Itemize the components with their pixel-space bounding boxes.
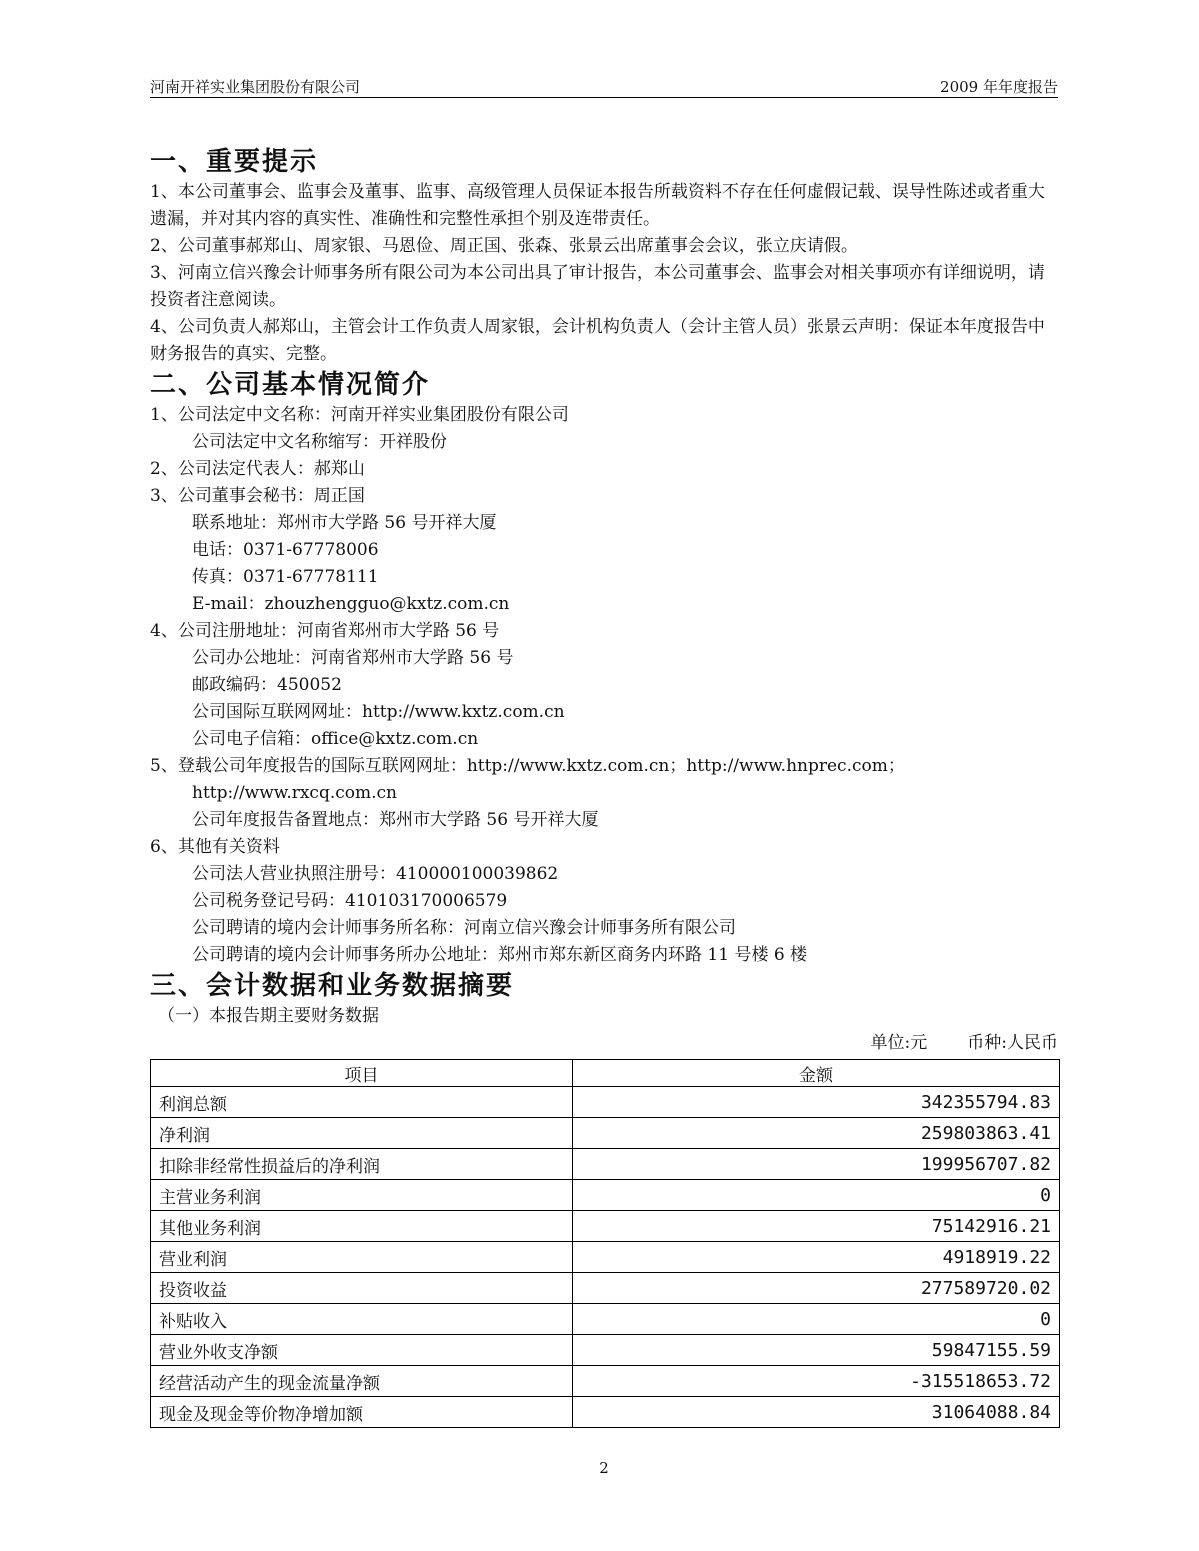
row-value: 342355794.83 bbox=[573, 1087, 1060, 1118]
currency-label: 币种:人民币 bbox=[967, 1033, 1058, 1053]
row-label: 营业外收支净额 bbox=[151, 1335, 573, 1366]
row-label: 经营活动产生的现金流量净额 bbox=[151, 1366, 573, 1397]
row-value: -315518653.72 bbox=[573, 1366, 1060, 1397]
running-header bbox=[150, 76, 1058, 98]
header-amount: 金额 bbox=[573, 1060, 1060, 1087]
table-row bbox=[151, 1397, 1060, 1428]
row-label: 利润总额 bbox=[151, 1087, 573, 1118]
other-info: 6、其他有关资料 bbox=[150, 837, 280, 857]
table-row bbox=[151, 1273, 1060, 1304]
table-row bbox=[151, 1118, 1060, 1149]
registered-address: 4、公司注册地址：河南省郑州市大学路 56 号 bbox=[150, 621, 500, 641]
office-address: 公司办公地址：河南省郑州市大学路 56 号 bbox=[192, 648, 514, 668]
table-row bbox=[151, 1366, 1060, 1397]
financial-data-table bbox=[150, 1059, 1060, 1428]
legal-representative: 2、公司法定代表人：郝郑山 bbox=[150, 459, 365, 479]
email: E-mail：zhouzhengguo@kxtz.com.cn bbox=[192, 594, 510, 614]
notice-item-1: 1、本公司董事会、监事会及董事、监事、高级管理人员保证本报告所载资料不存在任何虚假记载、误导性陈述或者重大遗漏，并对其内容的真实性、准确性和完整性承担个别及连带责任。 bbox=[150, 182, 1045, 229]
business-license-no: 公司法人营业执照注册号：410000100039862 bbox=[192, 864, 559, 884]
row-value: 59847155.59 bbox=[573, 1335, 1060, 1366]
row-label: 营业利润 bbox=[151, 1242, 573, 1273]
header-report-title: 2009 年年度报告 bbox=[940, 78, 1058, 96]
row-label: 扣除非经常性损益后的净利润 bbox=[151, 1149, 573, 1180]
auditor-name: 公司聘请的境内会计师事务所名称：河南立信兴豫会计师事务所有限公司 bbox=[192, 918, 736, 938]
header-item: 项目 bbox=[151, 1060, 573, 1087]
row-value: 0 bbox=[573, 1180, 1060, 1211]
row-label: 现金及现金等价物净增加额 bbox=[151, 1397, 573, 1428]
table-row bbox=[151, 1149, 1060, 1180]
company-email: 公司电子信箱：office@kxtz.com.cn bbox=[192, 729, 479, 749]
header-company: 河南开祥实业集团股份有限公司 bbox=[150, 78, 361, 96]
row-label: 其他业务利润 bbox=[151, 1211, 573, 1242]
page-number: 2 bbox=[599, 1459, 609, 1477]
row-value: 4918919.22 bbox=[573, 1242, 1060, 1273]
section-3-title: 三、会计数据和业务数据摘要 bbox=[150, 971, 515, 1001]
table-row bbox=[151, 1087, 1060, 1118]
row-value: 75142916.21 bbox=[573, 1211, 1060, 1242]
notice-item-4: 4、公司负责人郝郑山，主管会计工作负责人周家银，会计机构负责人（会计主管人员）张景云声明：保证本年度报告中财务报告的真实、完整。 bbox=[150, 317, 1045, 364]
row-label: 投资收益 bbox=[151, 1273, 573, 1304]
report-websites-cont: http://www.rxcq.com.cn bbox=[192, 783, 397, 803]
table-header-row bbox=[151, 1060, 1060, 1087]
report-websites: 5、登载公司年度报告的国际互联网网址：http://www.kxtz.com.cn；http://www.hnprec.com； bbox=[150, 756, 905, 776]
table-row bbox=[151, 1180, 1060, 1211]
board-secretary: 3、公司董事会秘书：周正国 bbox=[150, 486, 365, 506]
row-label: 主营业务利润 bbox=[151, 1180, 573, 1211]
table-row bbox=[151, 1335, 1060, 1366]
document-page bbox=[150, 0, 1058, 1551]
table-row bbox=[151, 1242, 1060, 1273]
section-2-title: 二、公司基本情况简介 bbox=[150, 370, 431, 400]
auditor-address: 公司聘请的境内会计师事务所办公地址：郑州市郑东新区商务内环路 11 号楼 6 楼 bbox=[192, 945, 808, 965]
row-label: 补贴收入 bbox=[151, 1304, 573, 1335]
telephone: 电话：0371-67778006 bbox=[192, 540, 379, 560]
row-value: 259803863.41 bbox=[573, 1118, 1060, 1149]
header-rule bbox=[150, 97, 1058, 98]
contact-address: 联系地址：郑州市大学路 56 号开祥大厦 bbox=[192, 513, 497, 533]
notice-item-2: 2、公司董事郝郑山、周家银、马恩俭、周正国、张森、张景云出席董事会会议，张立庆请假。 bbox=[150, 236, 858, 256]
row-value: 277589720.02 bbox=[573, 1273, 1060, 1304]
unit-line bbox=[150, 1030, 1058, 1057]
company-abbr: 公司法定中文名称缩写：开祥股份 bbox=[192, 432, 447, 452]
fax: 传真：0371-67778111 bbox=[192, 567, 379, 587]
company-name: 1、公司法定中文名称：河南开祥实业集团股份有限公司 bbox=[150, 405, 569, 425]
row-value: 199956707.82 bbox=[573, 1149, 1060, 1180]
company-website: 公司国际互联网网址：http://www.kxtz.com.cn bbox=[192, 702, 565, 722]
row-value: 31064088.84 bbox=[573, 1397, 1060, 1428]
table-row bbox=[151, 1211, 1060, 1242]
row-value: 0 bbox=[573, 1304, 1060, 1335]
tax-registration-no: 公司税务登记号码：410103170006579 bbox=[192, 891, 508, 911]
notice-item-3: 3、河南立信兴豫会计师事务所有限公司为本公司出具了审计报告，本公司董事会、监事会对相关事项亦有详细说明，请投资者注意阅读。 bbox=[150, 263, 1045, 310]
section-3-subtitle: （一）本报告期主要财务数据 bbox=[158, 1006, 379, 1026]
page-content bbox=[150, 145, 1058, 1428]
section-1-title: 一、重要提示 bbox=[150, 147, 319, 177]
table-row bbox=[151, 1304, 1060, 1335]
unit-label: 单位:元 bbox=[870, 1033, 928, 1053]
row-label: 净利润 bbox=[151, 1118, 573, 1149]
postal-code: 邮政编码：450052 bbox=[192, 675, 342, 695]
report-location: 公司年度报告备置地点：郑州市大学路 56 号开祥大厦 bbox=[192, 810, 599, 830]
